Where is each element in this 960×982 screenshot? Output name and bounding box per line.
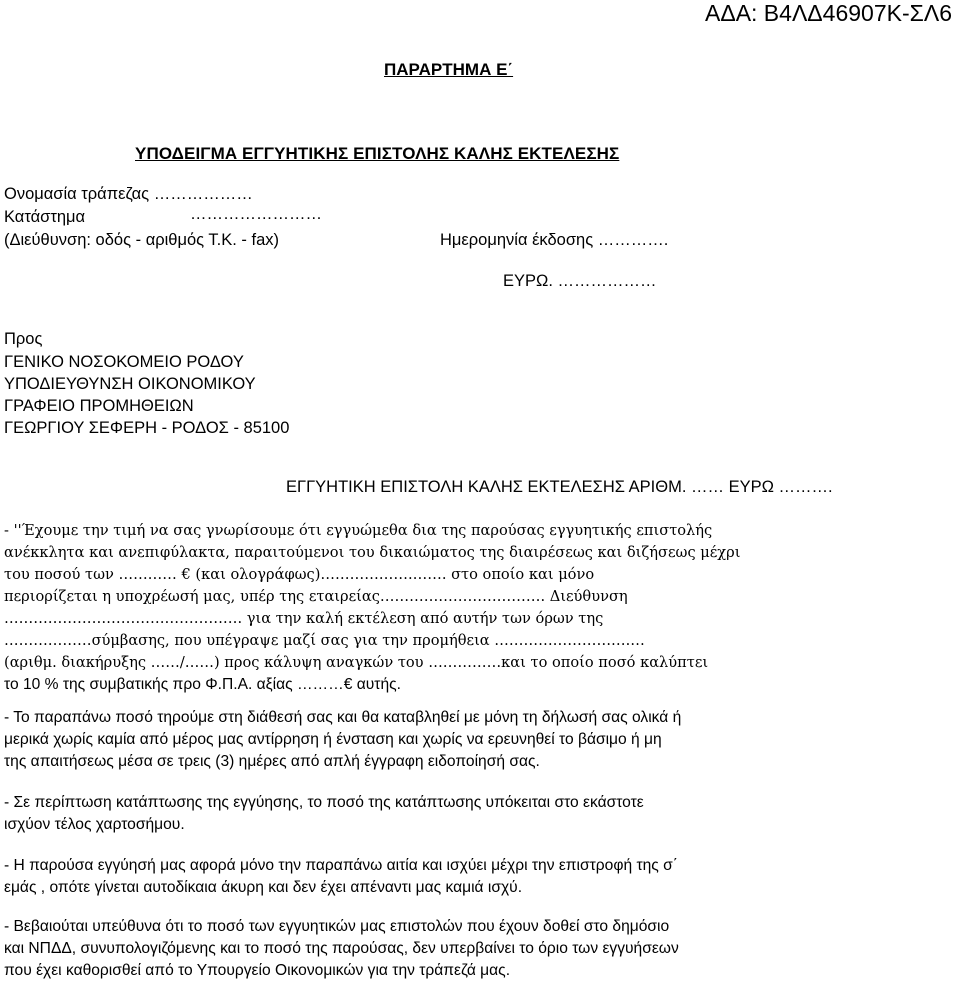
paragraph-line: (αριθμ. διακήρυξης ……/……) προς κάλυψη αναγκών του ……………και το οποίο ποσό καλύπτει bbox=[4, 654, 709, 671]
branch-dots: …………………… bbox=[190, 205, 322, 223]
bank-address-line: (Διεύθυνση: οδός - αριθμός Τ.Κ. - fax) bbox=[4, 231, 279, 249]
recipient-line-4: ΓΕΩΡΓΙΟΥ ΣΕΦΕΡΗ - ΡΟΔΟΣ - 85100 bbox=[4, 419, 290, 437]
paragraph-line: - Η παρούσα εγγύησή μας αφορά μόνο την παραπάνω αιτία και ισχύει μέχρι την επιστροφή της σ΄ bbox=[4, 857, 678, 874]
paragraph-line: - Σε περίπτωση κατάπτωσης της εγγύησης, το ποσό της κατάπτωσης υπόκειται στο εκάστοτε bbox=[4, 794, 644, 811]
paragraph-line: το 10 % της συμβατικής προ Φ.Π.Α. αξίας ………€ αυτής. bbox=[4, 676, 401, 693]
paragraph-line: - ''Έχουμε την τιμή να σας γνωρίσουμε ότι εγγυώμεθα δια της παρούσας εγγυητικής επιστολής bbox=[4, 522, 713, 539]
paragraph-line: - Βεβαιούται υπεύθυνα ότι το ποσό των εγγυητικών μας επιστολών που έχουν δοθεί στο δημόσιο bbox=[4, 918, 670, 935]
bank-name-line: Ονομασία τράπεζας ……………… bbox=[4, 185, 253, 203]
branch-label: Κατάστημα bbox=[4, 208, 86, 226]
paragraph-line: της απαιτήσεως μέσα σε τρεις (3) ημέρες από απλή έγγραφη ειδοποίησή σας. bbox=[4, 753, 540, 770]
paragraph-stamp-duty bbox=[4, 792, 838, 836]
recipient-line-3: ΓΡΑΦΕΙΟ ΠΡΟΜΗΘΕΙΩΝ bbox=[4, 397, 194, 415]
paragraph-line: ανέκκλητα και ανεπιφύλακτα, παραιτούμενοι του δικαιώματος της διαιρέσεως και διζήσεως μέχρι bbox=[4, 544, 741, 561]
amount-euro: ΕΥΡΩ. ……………… bbox=[503, 272, 657, 290]
paragraph-line: που έχει καθορισθεί από το Υπουργείο Οικονομικών για την τράπεζά μας. bbox=[4, 962, 511, 979]
paragraph-line: του ποσού των ………… € (και ολογράφως)……………….……. στο οποίο και μόνο bbox=[4, 566, 595, 583]
paragraph-line: …………………………………………. για την καλή εκτέλεση από αυτήν των όρων της bbox=[4, 610, 604, 627]
paragraph-line: ………………σύμβασης, που υπέγραψε μαζί σας για την προμήθεια ……………………….… bbox=[4, 632, 645, 649]
paragraph-validity bbox=[4, 855, 838, 899]
annex-title: ΠΑΡΑΡΤΗΜΑ Ε΄ bbox=[384, 60, 514, 79]
paragraph-line: και ΝΠΔΔ, συνυπολογιζόμενης και το ποσό της παρούσας, δεν υπερβαίνει το όριο των εγγυήσεων bbox=[4, 940, 679, 957]
issue-date: Ημερομηνία έκδοσης …………. bbox=[440, 231, 669, 249]
paragraph-line: ισχύον τέλος χαρτοσήμου. bbox=[4, 816, 185, 833]
paragraph-certification bbox=[4, 916, 838, 982]
ada-code: ΑΔΑ: Β4ΛΔ46907Κ-ΣΛ6 bbox=[704, 0, 952, 26]
paragraph-line: - Το παραπάνω ποσό τηρούμε στη διάθεσή σας και θα καταβληθεί με μόνη τη δήλωσή σας ολικά ή bbox=[4, 709, 682, 726]
recipient-to: Προς bbox=[4, 330, 43, 348]
paragraph-line: εμάς , οπότε γίνεται αυτοδίκαια άκυρη και δεν έχει απέναντι μας καμιά ισχύ. bbox=[4, 879, 523, 896]
paragraph-line: περιορίζεται η υποχρέωσή μας, υπέρ της εταιρείας……………………………. Διεύθυνση bbox=[4, 588, 628, 605]
paragraph-availability bbox=[4, 707, 838, 773]
recipient-line-2: ΥΠΟΔΙΕΥΘΥΝΣΗ ΟΙΚΟΝΟΜΙΚΟΥ bbox=[4, 375, 256, 393]
paragraph-guarantee bbox=[4, 520, 838, 696]
guarantee-reference: ΕΓΓΥΗΤΙΚΗ ΕΠΙΣΤΟΛΗ ΚΑΛΗΣ ΕΚΤΕΛΕΣΗΣ ΑΡΙΘΜ. …… ΕΥΡΩ ………. bbox=[286, 478, 833, 496]
paragraph-line: μερικά χωρίς καμία από μέρος μας αντίρρηση ή ένσταση και χωρίς να ερευνηθεί το βάσιμο ή μη bbox=[4, 731, 662, 748]
recipient-line-1: ΓΕΝΙΚΟ ΝΟΣΟΚΟΜΕΙΟ ΡΟΔΟΥ bbox=[4, 353, 244, 371]
document-title: ΥΠΟΔΕΙΓΜΑ ΕΓΓΥΗΤΙΚΗΣ ΕΠΙΣΤΟΛΗΣ ΚΑΛΗΣ ΕΚΤΕΛΕΣΗΣ bbox=[135, 144, 620, 163]
